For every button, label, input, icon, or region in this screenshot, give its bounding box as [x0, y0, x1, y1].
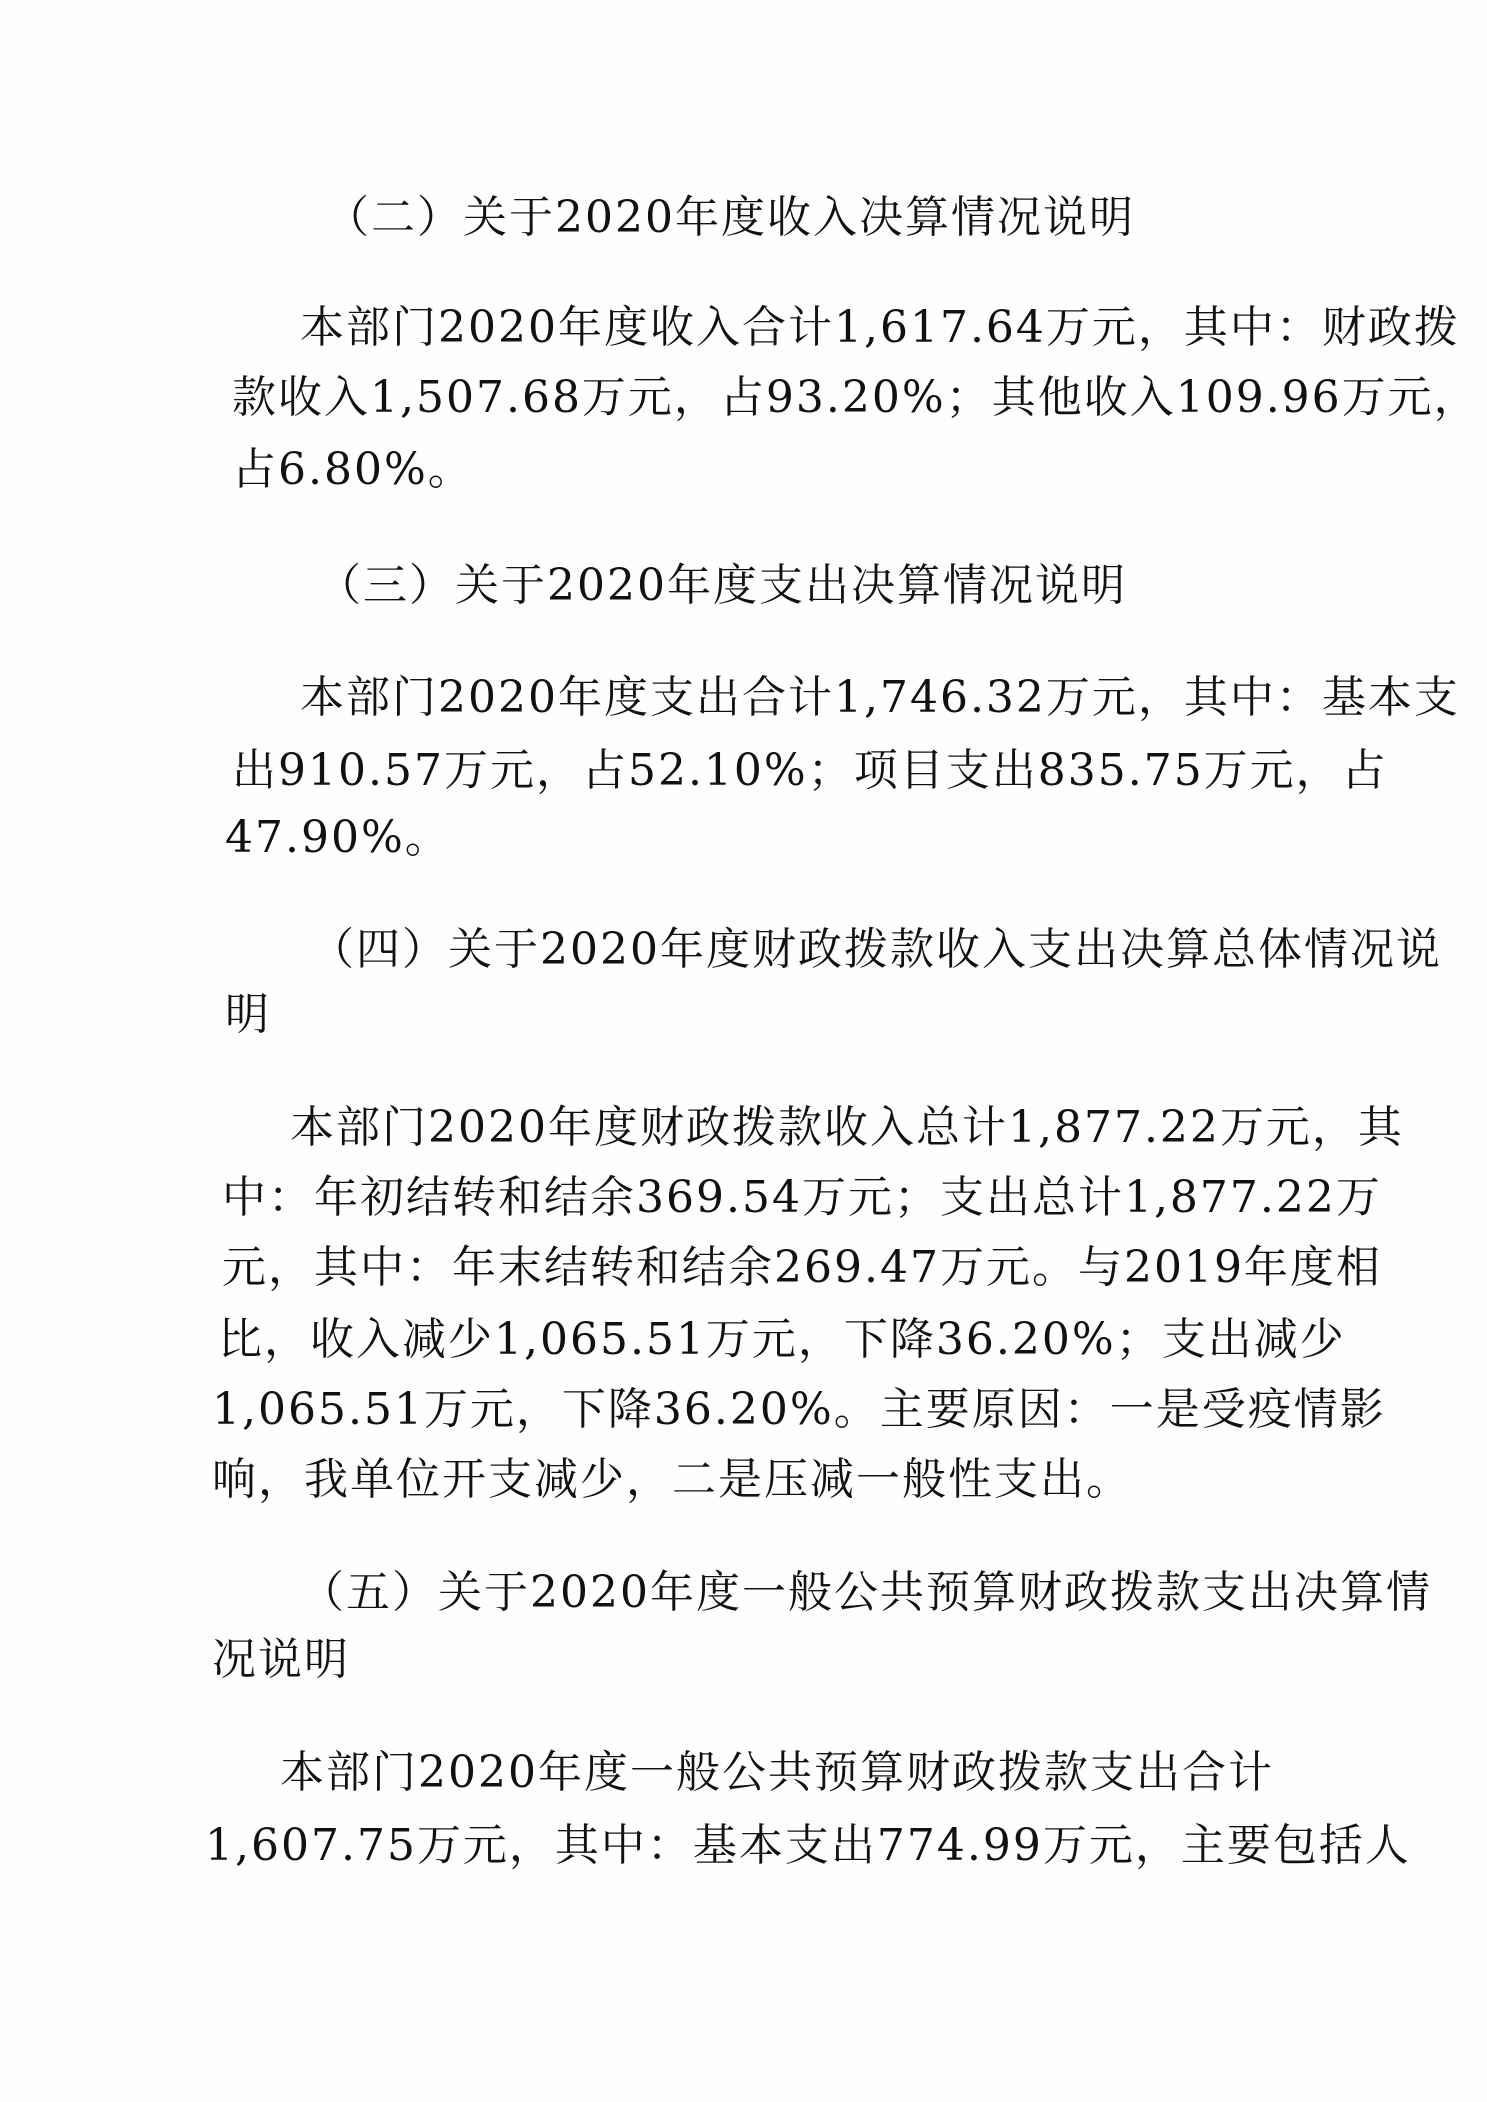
section-heading-continuation: 况说明 [212, 1634, 350, 1685]
section-heading-expenditure: （三）关于2020年度支出决算情况说明 [317, 560, 1127, 611]
section-heading-income: （二）关于2020年度收入决算情况说明 [325, 192, 1135, 243]
paragraph-line: 元，其中：年末结转和结余269.47万元。与2019年度相 [222, 1242, 1382, 1293]
paragraph-line: 出910.57万元，占52.10%；项目支出835.75万元，占 [232, 745, 1388, 796]
paragraph-line: 47.90%。 [225, 812, 451, 863]
paragraph-line: 本部门2020年度收入合计1,617.64万元，其中：财政拨 [300, 302, 1460, 353]
paragraph-line: 响，我单位开支减少，二是压减一般性支出。 [212, 1454, 1132, 1505]
section-heading-continuation: 明 [225, 989, 271, 1040]
paragraph-line: 1,065.51万元，下降36.20%。主要原因：一是受疫情影 [212, 1384, 1386, 1435]
paragraph-line: 本部门2020年度财政拨款收入总计1,877.22万元，其 [290, 1102, 1404, 1153]
section-heading-general-budget: （五）关于2020年度一般公共预算财政拨款支出决算情 [300, 1567, 1432, 1618]
paragraph-line: 中：年初结转和结余369.54万元；支出总计1,877.22万 [222, 1172, 1382, 1223]
paragraph-line: 本部门2020年度一般公共预算财政拨款支出合计 [280, 1747, 1274, 1798]
section-heading-appropriation: （四）关于2020年度财政拨款收入支出决算总体情况说 [310, 924, 1442, 975]
paragraph-line: 款收入1,507.68万元，占93.20%；其他收入109.96万元， [232, 372, 1480, 423]
paragraph-line: 1,607.75万元，其中：基本支出774.99万元，主要包括人 [205, 1820, 1411, 1871]
paragraph-line: 比，收入减少1,065.51万元，下降36.20%；支出减少 [218, 1314, 1346, 1365]
paragraph-line: 占6.80%。 [232, 444, 474, 495]
paragraph-line: 本部门2020年度支出合计1,746.32万元，其中：基本支 [300, 672, 1460, 723]
